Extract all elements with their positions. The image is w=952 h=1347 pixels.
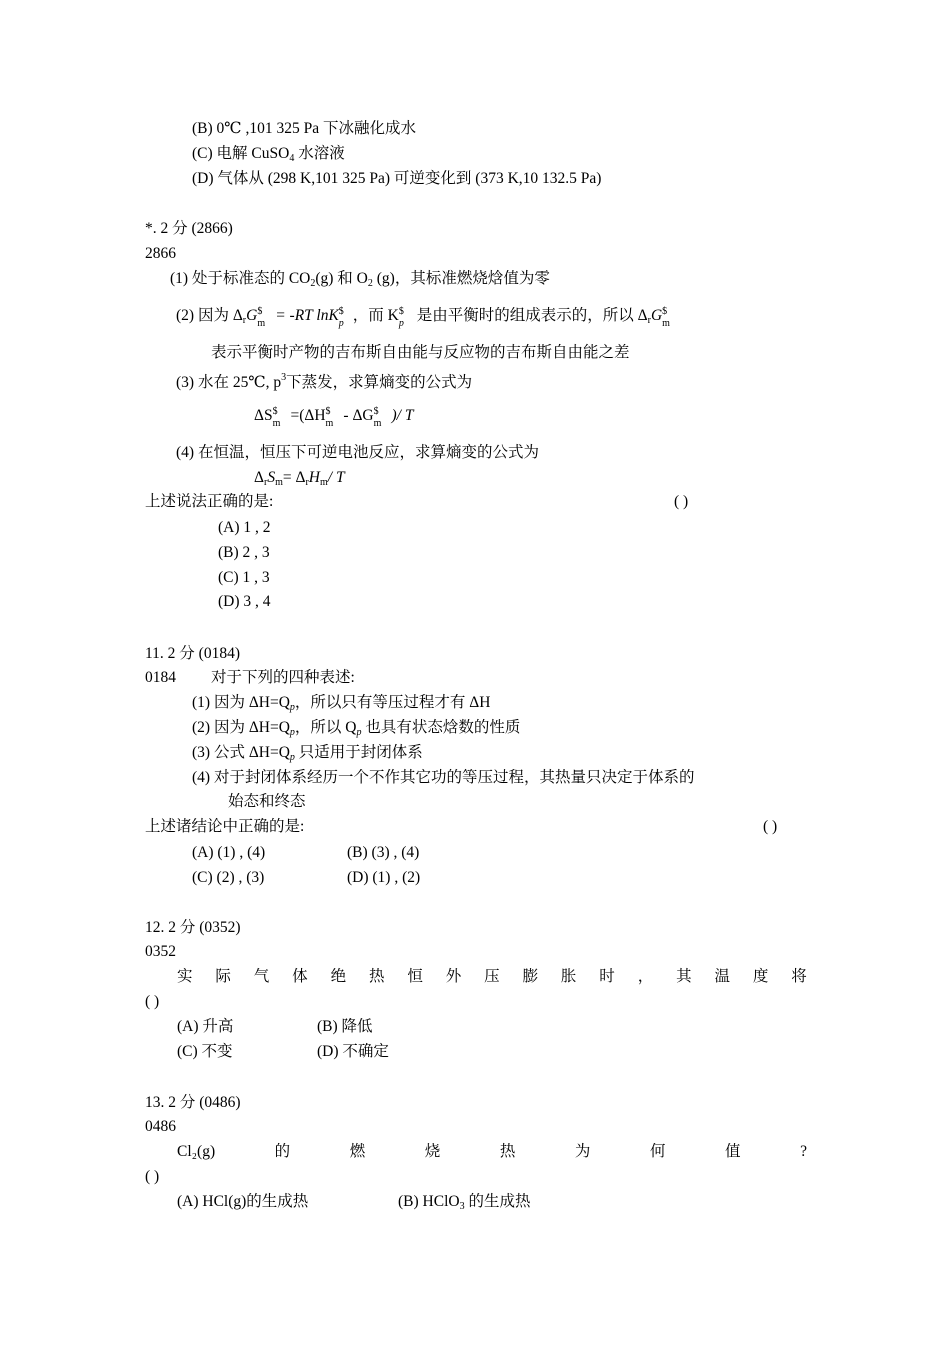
question-stem <box>177 967 807 987</box>
text: ，而 K <box>352 307 399 324</box>
symbol: - ΔG <box>339 407 374 424</box>
subscript: r <box>242 315 247 326</box>
text: 下蒸发，求算熵变的公式为 <box>286 374 473 391</box>
text: 的生成热 <box>464 1193 531 1210</box>
stem-word: 值 <box>725 1143 741 1160</box>
q10-option-d: (D) 气体从 (298 K,101 325 Pa) 可逆变化到 (373 K,10 132.5 Pa) <box>192 170 602 187</box>
question-prompt: 上述诸结论中正确的是: <box>145 818 305 835</box>
statement-1 <box>192 693 490 718</box>
stem-char: 度 <box>752 968 769 985</box>
symbol: ΔS <box>254 407 273 424</box>
text: (2) 因为 Δ <box>176 307 243 324</box>
superscript: $ <box>257 306 263 317</box>
subscript: m <box>275 477 283 488</box>
std-state-mark <box>257 306 271 329</box>
stem-word: 燃 <box>349 1143 366 1160</box>
q10-option-c <box>192 144 345 169</box>
std-state-mark <box>398 306 413 329</box>
answer-blank: ( ) <box>674 493 689 510</box>
stem-char: 压 <box>484 968 500 985</box>
question-header: 11. 2 分 (0184) <box>145 645 240 662</box>
text: (1) 因为 ΔH=Q <box>192 694 290 711</box>
formula: = -RT lnK <box>271 307 339 324</box>
stem-char: 绝 <box>330 968 347 985</box>
option-d: (D) 不确定 <box>317 1043 389 1060</box>
option-c: (C) 不变 <box>177 1043 233 1060</box>
option-a: (A) 升高 <box>177 1018 234 1035</box>
symbol: / T <box>327 469 345 486</box>
subscript: p <box>289 702 295 713</box>
stem-char: 恒 <box>407 968 423 985</box>
subscript: 3 <box>459 1201 465 1212</box>
superscript: $ <box>662 306 668 317</box>
question-header: 12. 2 分 (0352) <box>145 919 241 936</box>
subscript: m <box>325 418 334 429</box>
std-state-mark <box>373 406 388 429</box>
superscript: $ <box>373 406 379 417</box>
question-code: 0184 <box>145 669 176 686</box>
subscript: 4 <box>289 153 295 164</box>
text: 只适用于封闭体系 <box>294 744 423 761</box>
statement-3 <box>192 743 423 768</box>
stem-word: 为 <box>574 1143 591 1160</box>
stem-char: 温 <box>714 968 730 985</box>
symbol: S <box>267 469 276 486</box>
subscript: m <box>373 418 382 429</box>
question-stem <box>177 1142 807 1162</box>
stem-word: 热 <box>499 1143 516 1160</box>
text: (B) HClO <box>398 1193 460 1210</box>
question-code: 2866 <box>145 245 176 262</box>
text: 是由平衡时的组成表示的，所以 Δ <box>412 307 648 324</box>
stem-word: ? <box>800 1143 807 1160</box>
text: (C) 电解 CuSO <box>192 145 290 162</box>
option-c: (C) 1 , 3 <box>218 569 270 586</box>
statement-3 <box>176 368 472 393</box>
subscript: m <box>662 318 670 329</box>
stem-word: 烧 <box>424 1143 441 1160</box>
option-a: (A) 1 , 2 <box>218 519 271 536</box>
option-b: (B) 2 , 3 <box>218 544 270 561</box>
text: 也具有状态焓数的性质 <box>361 719 521 736</box>
symbol: H <box>308 469 320 486</box>
stem-char: 际 <box>215 968 231 985</box>
std-state-mark <box>338 306 353 329</box>
stem-char: 时 <box>599 968 615 985</box>
stem-word: 的 <box>274 1143 291 1160</box>
formula-3 <box>254 406 414 429</box>
subscript: p <box>289 727 295 738</box>
subscript: m <box>272 418 281 429</box>
stem-char: ， <box>637 968 654 985</box>
statement-2-continued: 表示平衡时产物的吉布斯自由能与反应物的吉布斯自由能之差 <box>211 344 630 361</box>
statement-4: (4) 对于封闭体系经历一个不作其它功的等压过程，其热量只决定于体系的 <box>192 769 695 786</box>
option-c: (C) (2) , (3) <box>192 869 265 886</box>
subscript: m <box>257 318 266 329</box>
subscript: p <box>289 752 295 763</box>
subscript: m <box>319 477 328 488</box>
question-header: *. 2 分 (2866) <box>145 220 233 237</box>
statement-2 <box>192 718 520 743</box>
stem-char: 体 <box>292 968 308 985</box>
stem-char: 膨 <box>522 968 539 985</box>
symbol: G <box>650 307 663 324</box>
stem-char: 外 <box>445 968 462 985</box>
question-intro: 对于下列的四种表述: <box>211 669 355 686</box>
formula-4 <box>254 468 345 493</box>
option-d: (D) (1) , (2) <box>347 869 421 886</box>
text: (g) 和 O <box>315 270 368 287</box>
subscript: p <box>356 727 362 738</box>
text: ，所以 Q <box>294 719 357 736</box>
text: (1) 处于标准态的 CO <box>170 270 311 287</box>
option-a: (A) (1) , (4) <box>192 844 266 861</box>
superscript: 3 <box>281 372 287 383</box>
option-d: (D) 3 , 4 <box>218 593 271 610</box>
superscript: $ <box>338 306 344 317</box>
superscript: $ <box>272 406 278 417</box>
text: 水溶液 <box>294 145 345 162</box>
stem-char: 实 <box>177 968 193 985</box>
symbol: =(ΔH <box>286 407 326 424</box>
statement-1 <box>170 269 550 294</box>
option-b: (B) 降低 <box>317 1018 373 1035</box>
std-state-mark <box>662 306 676 329</box>
q10-option-b: (B) 0℃ ,101 325 Pa 下冰融化成水 <box>192 120 417 137</box>
subscript: r <box>647 315 651 326</box>
answer-blank: ( ) <box>145 1168 160 1185</box>
statement-4-continued: 始态和终态 <box>228 793 306 810</box>
symbol: G <box>246 307 258 324</box>
stem-char: 其 <box>676 968 692 985</box>
stem-char: 气 <box>253 968 270 985</box>
answer-blank: ( ) <box>145 993 160 1010</box>
std-state-mark <box>325 406 340 429</box>
question-header: 13. 2 分 (0486) <box>145 1094 241 1111</box>
superscript: $ <box>398 306 404 317</box>
subscript: r <box>305 477 309 488</box>
question-code: 0486 <box>145 1118 176 1135</box>
text: (3) 公式 ΔH=Q <box>192 744 290 761</box>
subscript: p <box>338 318 344 329</box>
stem-word: Cl₂(g) <box>177 1143 216 1160</box>
subscript: r <box>263 477 268 488</box>
subscript: 2 <box>310 278 316 289</box>
stem-char: 将 <box>791 968 807 985</box>
stem-word: 何 <box>649 1143 666 1160</box>
text: (g)，其标准燃烧焓值为零 <box>372 270 550 287</box>
superscript: $ <box>325 406 331 417</box>
symbol: Δ <box>254 469 264 486</box>
std-state-mark <box>272 406 287 429</box>
text: (3) 水在 25℃, p <box>176 374 282 391</box>
statement-2 <box>176 306 676 331</box>
question-code: 0352 <box>145 943 176 960</box>
option-b: (B) (3) , (4) <box>347 844 420 861</box>
question-prompt: 上述说法正确的是: <box>145 493 274 510</box>
option-b <box>398 1192 530 1217</box>
statement-4: (4) 在恒温，恒压下可逆电池反应，求算熵变的公式为 <box>176 444 539 461</box>
subscript: 2 <box>367 278 373 289</box>
text: (2) 因为 ΔH=Q <box>192 719 290 736</box>
stem-char: 胀 <box>560 968 577 985</box>
stem-char: 热 <box>368 968 385 985</box>
symbol: = Δ <box>282 469 306 486</box>
subscript: p <box>398 318 404 329</box>
text: ，所以只有等压过程才有 ΔH <box>294 694 491 711</box>
option-a: (A) HCl(g)的生成热 <box>177 1193 309 1210</box>
symbol: )/ T <box>387 407 414 424</box>
answer-blank: ( ) <box>763 818 778 835</box>
